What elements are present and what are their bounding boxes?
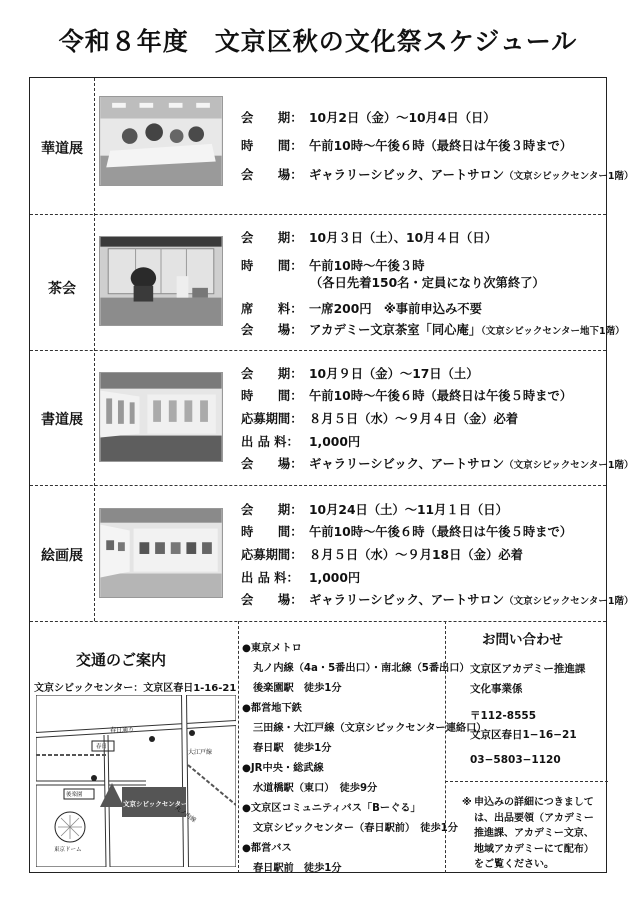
route-line: ●都営バス — [242, 843, 292, 854]
access-map — [36, 695, 236, 867]
page-title: 令和８年度 文京区秋の文化祭スケジュール — [58, 27, 578, 56]
info-row: （各日先着150名・定員になり次第終了） — [310, 276, 545, 290]
contact-org: 文京区アカデミー推進課 — [470, 663, 586, 675]
route-line: ●都営地下鉄 — [242, 703, 302, 714]
route-line: 水道橋駅（東口） 徒歩9分 — [253, 783, 378, 794]
map-label-kasuga-dori: 春日通り — [110, 727, 135, 734]
event-photo-calligraphy — [99, 372, 223, 462]
route-line: ●文京区コミュニティバス「Bーぐる」 — [242, 803, 421, 814]
map-label-korakuen-station: 後楽園 — [66, 792, 83, 798]
info-row: 時 間： 午前10時～午後３時 — [241, 259, 425, 273]
ikebana-photo-illustration — [100, 97, 222, 185]
note-mark: ※ — [462, 797, 472, 808]
event-photo-painting — [99, 508, 223, 598]
column-divider — [94, 78, 95, 621]
info-row: 会 場： ギャラリーシビック、アートサロン（文京シビックセンター1階） — [241, 593, 634, 607]
contact-phone: 03−5803−1120 — [470, 754, 561, 766]
route-line: 春日駅 徒歩1分 — [253, 743, 332, 754]
divider — [30, 214, 606, 215]
contact-section: 文化事業係 — [470, 683, 523, 695]
event-name-tea-ceremony: 茶会 — [48, 281, 76, 297]
route-line: 文京シビックセンター（春日駅前） 徒歩1分 — [253, 823, 458, 834]
info-row: 出 品 料： 1,000円 — [241, 571, 361, 585]
event-photo-ikebana — [99, 96, 223, 186]
route-line: 三田線・大江戸線（文京シビックセンター連絡口） — [253, 723, 487, 734]
event-photo-tea-ceremony — [99, 236, 223, 326]
note-text: 申込みの詳細につきましては、出品要領（アカデミー推進課、アカデミー文京、地域アカデミーにて配布）をご覧ください。 — [474, 797, 594, 870]
divider — [30, 621, 606, 622]
schedule-frame — [29, 77, 634, 874]
tea-photo-illustration — [100, 237, 222, 325]
application-note — [462, 795, 602, 873]
info-row: 時 間： 午前10時～午後６時（最終日は午後５時まで） — [241, 525, 573, 539]
divider — [445, 781, 608, 782]
info-row: 会 期： 10月2日（金）～10月4日（日） — [241, 111, 496, 125]
divider — [30, 485, 606, 486]
info-row: 会 場： ギャラリーシビック、アートサロン（文京シビックセンター1階） — [241, 457, 634, 471]
route-line: ●東京メトロ — [242, 643, 302, 654]
event-name-ikebana: 華道展 — [41, 141, 83, 157]
info-row: 会 期： 10月24日（土）～11月１日（日） — [241, 503, 508, 517]
info-row: 時 間： 午前10時～午後６時（最終日は午後５時まで） — [241, 389, 573, 403]
info-row: 応募期間： ８月５日（水）～９月18日（金）必着 — [241, 548, 523, 562]
info-row: 出 品 料： 1,000円 — [241, 435, 361, 449]
event-name-painting: 絵画展 — [41, 548, 83, 564]
event-name-calligraphy: 書道展 — [41, 412, 83, 428]
info-row: 時 間： 午前10時～午後６時（最終日は午後３時まで） — [241, 139, 573, 153]
route-line: 春日駅前 徒歩1分 — [253, 863, 342, 874]
map-label-marunouchi: 丸ノ内線 — [173, 804, 198, 825]
column-divider — [238, 621, 239, 873]
contact-address: 文京区春日1−16−21 — [470, 729, 577, 741]
map-label-center: 文京シビックセンター — [123, 800, 188, 808]
contact-title: お問い合わせ — [482, 632, 563, 648]
info-row: 会 期： 10月９日（金）～17日（土） — [241, 367, 479, 381]
calligraphy-photo-illustration — [100, 373, 222, 461]
info-row: 席 料： 一席200円 ※事前申込み不要 — [241, 302, 482, 316]
access-address: 文京シビックセンター：文京区春日1-16-21 — [34, 683, 237, 694]
divider — [30, 350, 606, 351]
route-line: 後楽園駅 徒歩1分 — [253, 683, 342, 694]
access-title: 交通のご案内 — [76, 651, 167, 669]
info-row: 会 場： アカデミー文京茶室「同心庵」（文京シビックセンター地下1階） — [241, 323, 625, 337]
contact-zip: 〒112-8555 — [470, 710, 536, 722]
area-map-illustration — [36, 695, 236, 867]
route-line: 丸ノ内線（4a・5番出口）・南北線（5番出口） — [253, 663, 470, 674]
painting-photo-illustration — [100, 509, 222, 597]
map-label-kasuga-station: 春日 — [96, 744, 108, 750]
map-label-tokyo-dome: 東京ドーム — [54, 847, 82, 853]
info-row: 応募期間： ８月５日（水）～９月４日（金）必着 — [241, 412, 519, 426]
info-row: 会 場： ギャラリーシビック、アートサロン（文京シビックセンター1階） — [241, 168, 634, 182]
map-label-ooedo: 大江戸線 — [188, 749, 213, 756]
info-row: 会 期： 10月３日（土）、10月４日（日） — [241, 231, 497, 245]
route-line: ●JR中央・総武線 — [242, 763, 324, 774]
